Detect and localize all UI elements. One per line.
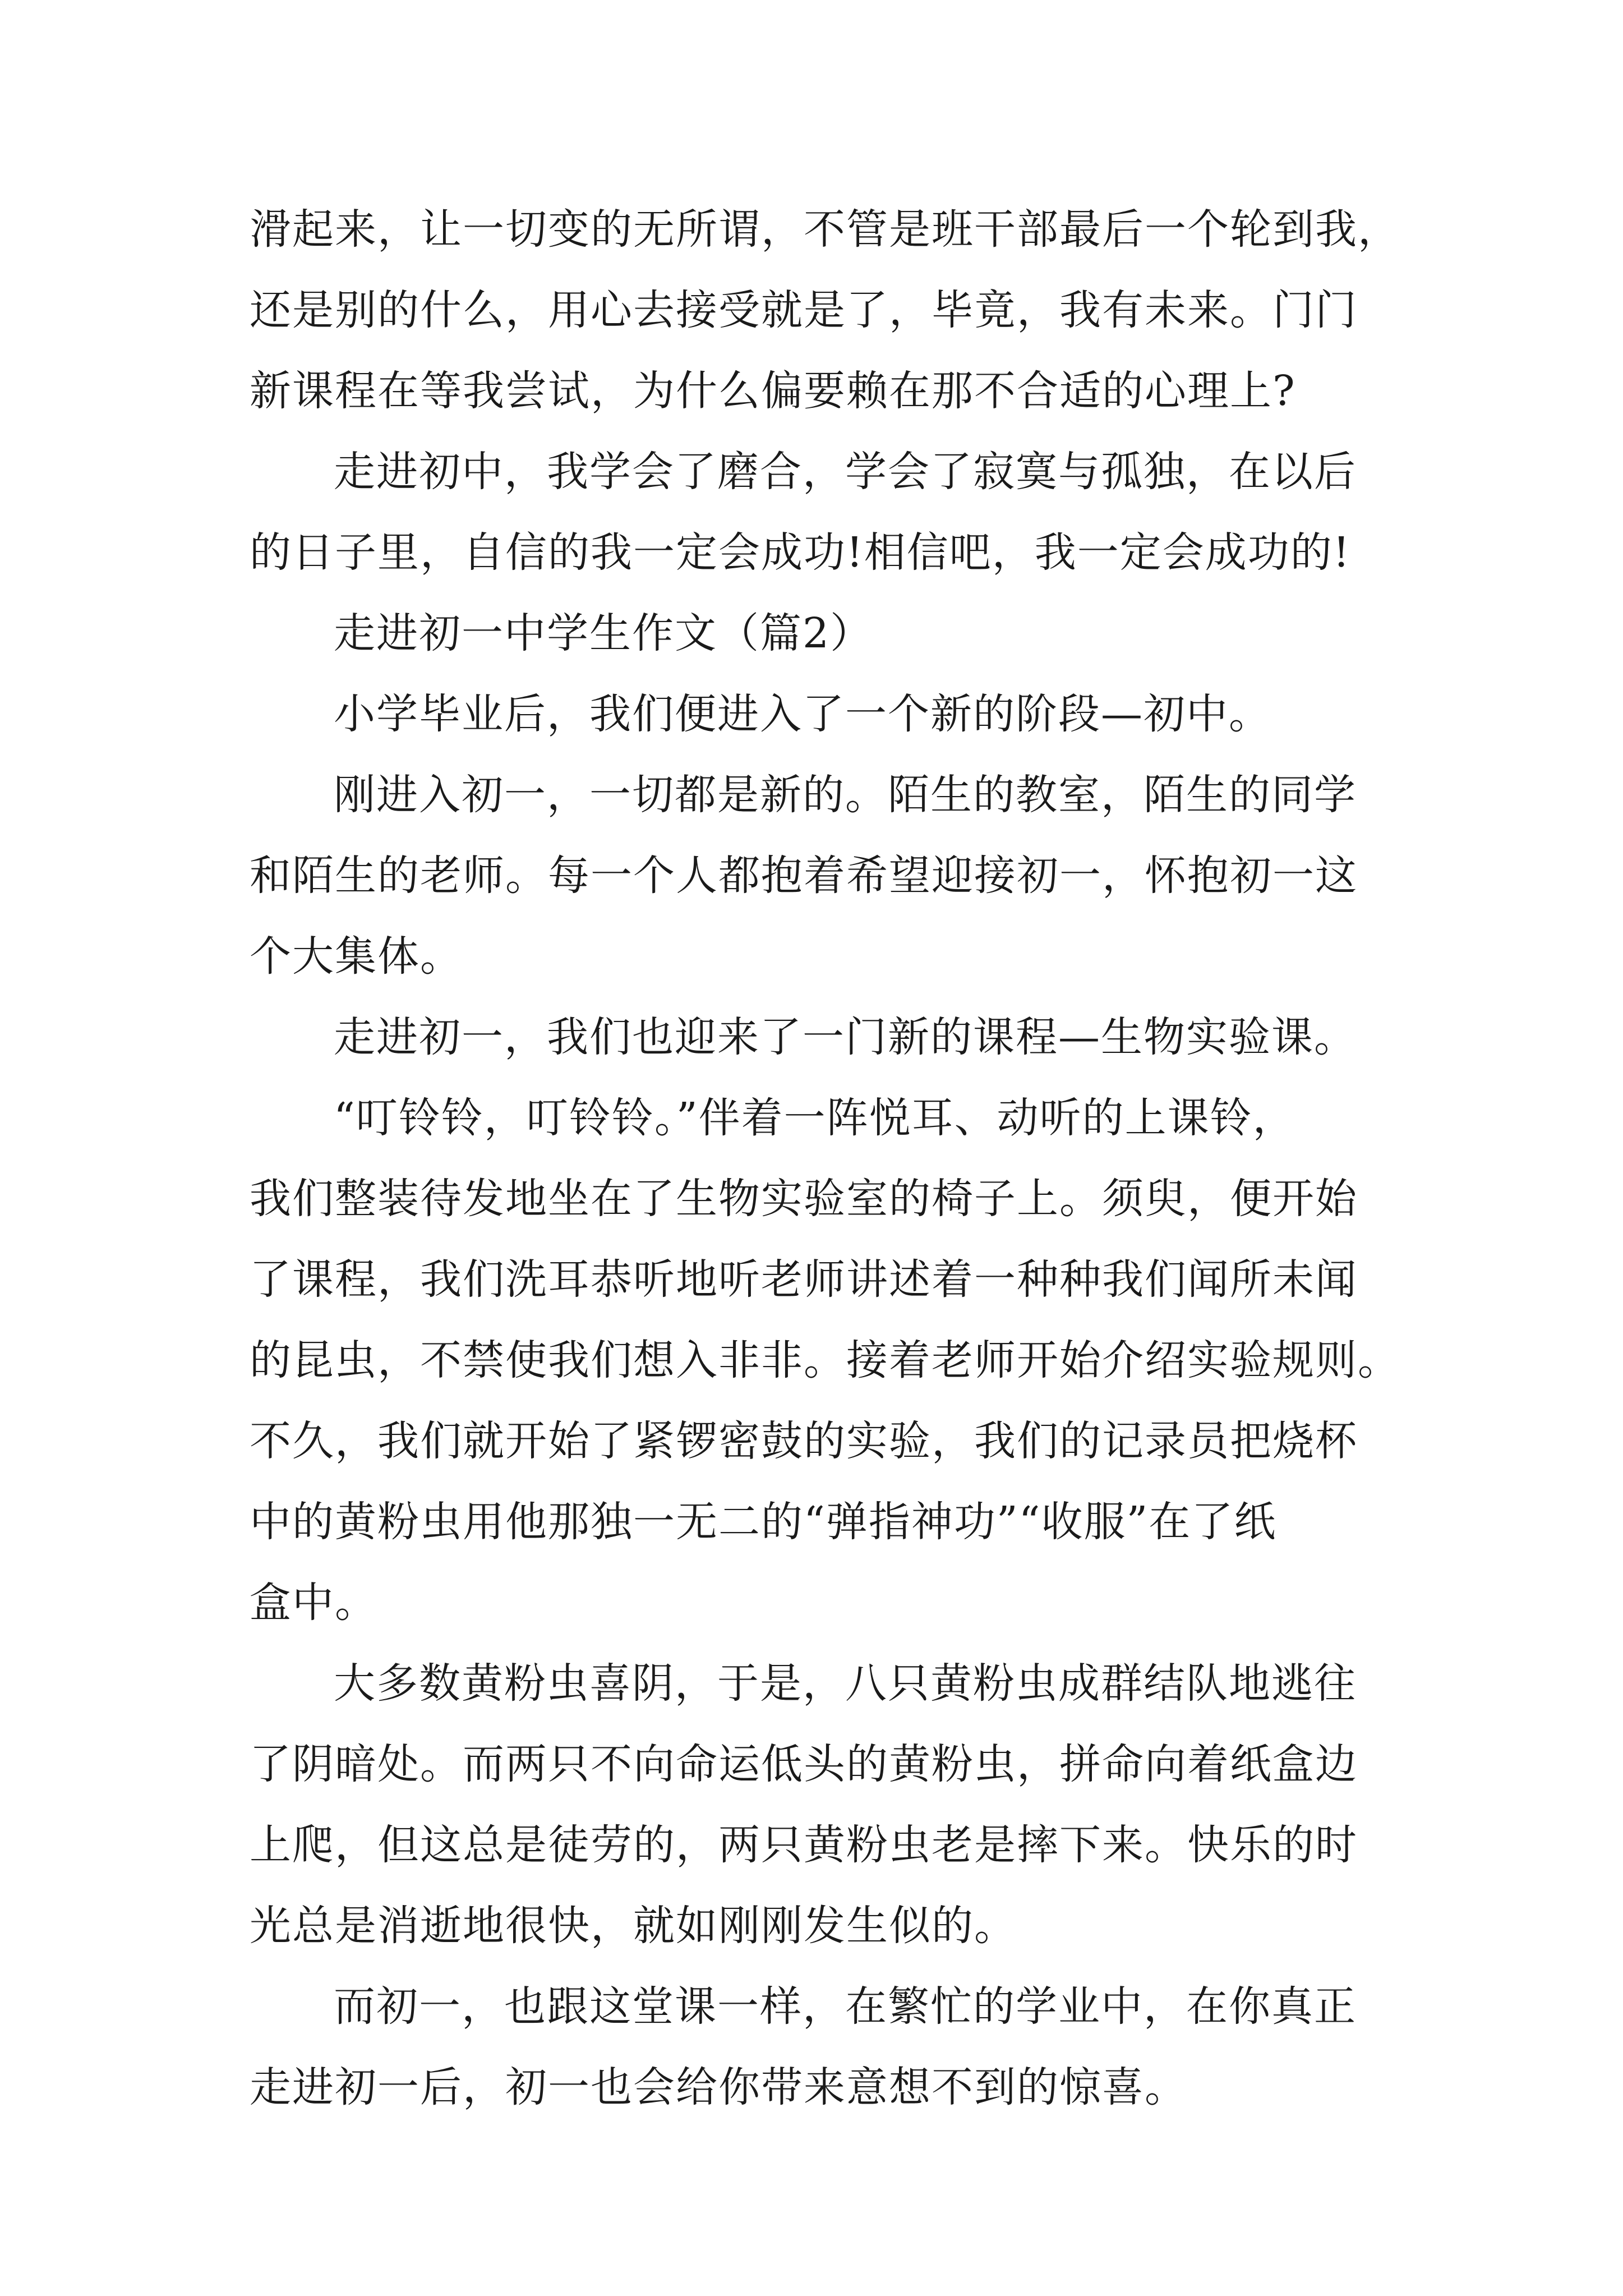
paragraph-start-line: 而初一，也跟这堂课一样，在繁忙的学业中，在你真正: [334, 1982, 1357, 2031]
text-line: 盒中。: [250, 1579, 377, 1627]
text-line: 中的黄粉虫用他那独一无二的“弹指神功”“收服”在了纸: [250, 1498, 1277, 1546]
section-heading: 走进初一中学生作文（篇2）: [334, 609, 873, 657]
text-line: 滑起来，让一切变的无所谓，不管是班干部最后一个轮到我，: [250, 205, 1400, 254]
paragraph-start-line: 走进初中，我学会了磨合，学会了寂寞与孤独，在以后: [334, 448, 1357, 496]
text-line: 我们整装待发地坐在了生物实验室的椅子上。须臾，便开始: [250, 1175, 1358, 1223]
paragraph-start-line: 走进初一，我们也迎来了一门新的课程—生物实验课。: [334, 1013, 1357, 1061]
text-line: 个大集体。: [250, 932, 463, 981]
text-line: 不久，我们就开始了紧锣密鼓的实验，我们的记录员把烧杯: [250, 1417, 1358, 1465]
text-line: 新课程在等我尝试，为什么偏要赖在那不合适的心理上?: [250, 367, 1296, 415]
text-line: 的日子里，自信的我一定会成功!相信吧，我一定会成功的!: [250, 528, 1351, 577]
text-line: 还是别的什么，用心去接受就是了，毕竟，我有未来。门门: [250, 286, 1358, 334]
text-line: 光总是消逝地很快，就如刚刚发生似的。: [250, 1902, 1017, 1950]
text-line: 和陌生的老师。每一个人都抱着希望迎接初一，怀抱初一这: [250, 852, 1358, 900]
paragraph-start-line: 刚进入初一，一切都是新的。陌生的教室，陌生的同学: [334, 771, 1357, 819]
paragraph-start-line: “叮铃铃，叮铃铃。”伴着一阵悦耳、动听的上课铃，: [334, 1094, 1295, 1142]
text-line: 上爬，但这总是徒劳的，两只黄粉虫老是摔下来。快乐的时: [250, 1821, 1358, 1869]
text-line: 走进初一后，初一也会给你带来意想不到的惊喜。: [250, 2063, 1187, 2111]
text-line: 的昆虫，不禁使我们想入非非。接着老师开始介绍实验规则。: [250, 1336, 1400, 1384]
text-line: 了课程，我们洗耳恭听地听老师讲述着一种种我们闻所未闻: [250, 1255, 1358, 1304]
paragraph-start-line: 小学毕业后，我们便进入了一个新的阶段—初中。: [334, 690, 1271, 738]
text-line: 了阴暗处。而两只不向命运低头的黄粉虫，拼命向着纸盒边: [250, 1740, 1358, 1788]
paragraph-start-line: 大多数黄粉虫喜阴，于是，八只黄粉虫成群结队地逃往: [334, 1659, 1357, 1708]
